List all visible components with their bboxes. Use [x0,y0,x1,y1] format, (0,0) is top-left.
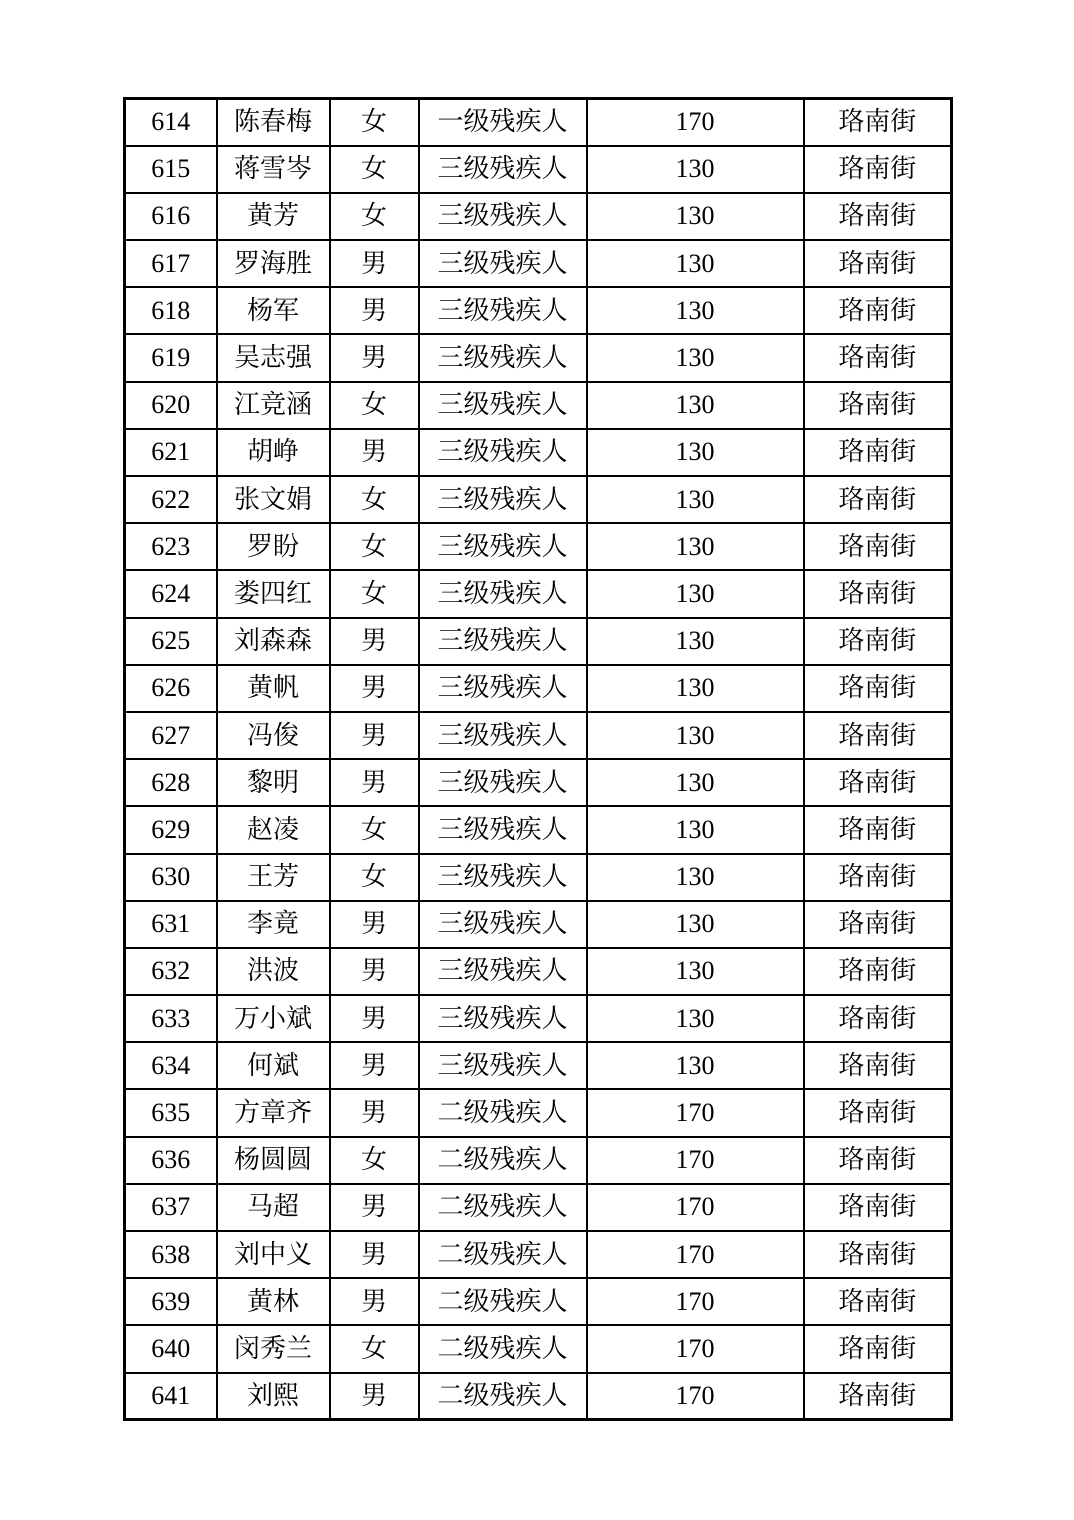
cell-street: 珞南街 [804,806,952,853]
cell-serial-number: 629 [125,806,217,853]
cell-name: 胡峥 [217,429,330,476]
cell-gender: 女 [330,382,419,429]
cell-category: 二级残疾人 [419,1278,587,1325]
table-row [125,1184,952,1231]
cell-gender: 男 [330,1231,419,1278]
cell-street: 珞南街 [804,995,952,1042]
cell-amount: 130 [587,146,804,193]
cell-amount: 130 [587,429,804,476]
table-row [125,854,952,901]
cell-amount: 130 [587,995,804,1042]
cell-category: 三级残疾人 [419,995,587,1042]
cell-serial-number: 630 [125,854,217,901]
cell-amount: 130 [587,1042,804,1089]
table-row [125,240,952,287]
cell-name: 李竟 [217,901,330,948]
cell-amount: 130 [587,854,804,901]
cell-serial-number: 626 [125,665,217,712]
cell-street: 珞南街 [804,1137,952,1184]
cell-amount: 130 [587,240,804,287]
cell-gender: 男 [330,1042,419,1089]
cell-name: 吴志强 [217,334,330,381]
cell-serial-number: 620 [125,382,217,429]
cell-serial-number: 634 [125,1042,217,1089]
cell-serial-number: 614 [125,99,217,146]
cell-serial-number: 628 [125,759,217,806]
cell-name: 江竞涵 [217,382,330,429]
table-row [125,193,952,240]
cell-gender: 女 [330,1325,419,1372]
table-row [125,901,952,948]
cell-serial-number: 623 [125,523,217,570]
table-row [125,1042,952,1089]
cell-gender: 女 [330,476,419,523]
table-row [125,287,952,334]
cell-street: 珞南街 [804,99,952,146]
cell-name: 娄四红 [217,570,330,617]
cell-category: 二级残疾人 [419,1089,587,1136]
cell-category: 二级残疾人 [419,1325,587,1372]
cell-serial-number: 637 [125,1184,217,1231]
cell-category: 三级残疾人 [419,287,587,334]
cell-amount: 130 [587,901,804,948]
cell-serial-number: 641 [125,1373,217,1420]
cell-gender: 女 [330,523,419,570]
cell-gender: 男 [330,759,419,806]
table-row [125,1278,952,1325]
cell-gender: 女 [330,854,419,901]
cell-street: 珞南街 [804,523,952,570]
cell-amount: 130 [587,618,804,665]
cell-street: 珞南街 [804,287,952,334]
cell-name: 方章齐 [217,1089,330,1136]
cell-street: 珞南街 [804,382,952,429]
cell-serial-number: 635 [125,1089,217,1136]
cell-gender: 男 [330,1373,419,1420]
cell-street: 珞南街 [804,1089,952,1136]
cell-category: 三级残疾人 [419,382,587,429]
cell-amount: 170 [587,1089,804,1136]
cell-category: 二级残疾人 [419,1137,587,1184]
cell-amount: 170 [587,1325,804,1372]
cell-amount: 170 [587,1373,804,1420]
cell-serial-number: 618 [125,287,217,334]
cell-category: 三级残疾人 [419,570,587,617]
table-row [125,570,952,617]
table-row [125,759,952,806]
cell-gender: 男 [330,948,419,995]
cell-serial-number: 621 [125,429,217,476]
cell-street: 珞南街 [804,665,952,712]
cell-serial-number: 636 [125,1137,217,1184]
cell-serial-number: 627 [125,712,217,759]
cell-serial-number: 617 [125,240,217,287]
cell-category: 三级残疾人 [419,665,587,712]
table-body [125,99,952,1420]
cell-serial-number: 619 [125,334,217,381]
cell-category: 三级残疾人 [419,618,587,665]
cell-street: 珞南街 [804,1184,952,1231]
subsidy-roster-table [123,97,953,1421]
cell-name: 张文娟 [217,476,330,523]
cell-serial-number: 640 [125,1325,217,1372]
cell-serial-number: 632 [125,948,217,995]
cell-amount: 130 [587,665,804,712]
table-row [125,1325,952,1372]
cell-street: 珞南街 [804,901,952,948]
cell-amount: 130 [587,334,804,381]
cell-gender: 男 [330,901,419,948]
cell-gender: 男 [330,334,419,381]
table-row [125,1089,952,1136]
cell-category: 三级残疾人 [419,193,587,240]
table-row [125,948,952,995]
cell-name: 蒋雪岑 [217,146,330,193]
cell-street: 珞南街 [804,854,952,901]
cell-street: 珞南街 [804,1325,952,1372]
cell-category: 二级残疾人 [419,1184,587,1231]
table-row [125,476,952,523]
cell-amount: 130 [587,523,804,570]
cell-serial-number: 615 [125,146,217,193]
cell-category: 三级残疾人 [419,1042,587,1089]
cell-street: 珞南街 [804,1042,952,1089]
cell-name: 罗海胜 [217,240,330,287]
cell-street: 珞南街 [804,476,952,523]
cell-serial-number: 625 [125,618,217,665]
cell-gender: 女 [330,99,419,146]
cell-name: 刘森森 [217,618,330,665]
cell-serial-number: 639 [125,1278,217,1325]
cell-category: 三级残疾人 [419,901,587,948]
cell-amount: 170 [587,1278,804,1325]
cell-street: 珞南街 [804,146,952,193]
cell-street: 珞南街 [804,759,952,806]
table-row [125,1231,952,1278]
cell-street: 珞南街 [804,570,952,617]
cell-serial-number: 622 [125,476,217,523]
cell-name: 刘中义 [217,1231,330,1278]
cell-name: 刘熙 [217,1373,330,1420]
cell-gender: 男 [330,1089,419,1136]
cell-gender: 男 [330,995,419,1042]
cell-name: 万小斌 [217,995,330,1042]
cell-name: 杨圆圆 [217,1137,330,1184]
cell-gender: 男 [330,712,419,759]
cell-gender: 男 [330,240,419,287]
cell-name: 黄林 [217,1278,330,1325]
cell-category: 三级残疾人 [419,759,587,806]
table-row [125,99,952,146]
table-row [125,146,952,193]
cell-name: 赵凌 [217,806,330,853]
cell-gender: 男 [330,1184,419,1231]
cell-gender: 女 [330,1137,419,1184]
cell-category: 三级残疾人 [419,523,587,570]
cell-name: 何斌 [217,1042,330,1089]
cell-serial-number: 624 [125,570,217,617]
cell-category: 二级残疾人 [419,1373,587,1420]
cell-serial-number: 616 [125,193,217,240]
cell-name: 马超 [217,1184,330,1231]
cell-name: 黎明 [217,759,330,806]
cell-street: 珞南街 [804,193,952,240]
cell-amount: 130 [587,806,804,853]
cell-name: 黄芳 [217,193,330,240]
cell-gender: 男 [330,1278,419,1325]
cell-amount: 170 [587,1137,804,1184]
cell-amount: 130 [587,759,804,806]
table-row [125,1373,952,1420]
table-row [125,806,952,853]
cell-category: 一级残疾人 [419,99,587,146]
cell-category: 三级残疾人 [419,854,587,901]
table-row [125,665,952,712]
cell-amount: 130 [587,193,804,240]
cell-gender: 女 [330,570,419,617]
cell-name: 陈春梅 [217,99,330,146]
cell-amount: 170 [587,1231,804,1278]
cell-gender: 女 [330,193,419,240]
cell-gender: 女 [330,806,419,853]
cell-gender: 男 [330,665,419,712]
cell-name: 罗盼 [217,523,330,570]
table-row [125,429,952,476]
cell-category: 三级残疾人 [419,240,587,287]
cell-amount: 170 [587,1184,804,1231]
cell-street: 珞南街 [804,429,952,476]
cell-amount: 130 [587,287,804,334]
table-row [125,334,952,381]
cell-street: 珞南街 [804,712,952,759]
cell-street: 珞南街 [804,334,952,381]
cell-amount: 170 [587,99,804,146]
cell-street: 珞南街 [804,1373,952,1420]
cell-name: 黄帆 [217,665,330,712]
cell-name: 杨军 [217,287,330,334]
cell-name: 洪波 [217,948,330,995]
cell-gender: 女 [330,146,419,193]
cell-serial-number: 631 [125,901,217,948]
cell-street: 珞南街 [804,1231,952,1278]
table-row [125,712,952,759]
table-row [125,382,952,429]
cell-gender: 男 [330,287,419,334]
cell-amount: 130 [587,570,804,617]
cell-name: 王芳 [217,854,330,901]
cell-street: 珞南街 [804,1278,952,1325]
table-row [125,618,952,665]
cell-category: 三级残疾人 [419,476,587,523]
cell-gender: 男 [330,618,419,665]
cell-category: 二级残疾人 [419,1231,587,1278]
cell-name: 闵秀兰 [217,1325,330,1372]
cell-amount: 130 [587,382,804,429]
cell-street: 珞南街 [804,618,952,665]
table-row [125,995,952,1042]
cell-serial-number: 638 [125,1231,217,1278]
table-row [125,523,952,570]
cell-amount: 130 [587,712,804,759]
cell-category: 三级残疾人 [419,948,587,995]
cell-category: 三级残疾人 [419,146,587,193]
cell-amount: 130 [587,476,804,523]
cell-category: 三级残疾人 [419,806,587,853]
cell-category: 三级残疾人 [419,712,587,759]
cell-name: 冯俊 [217,712,330,759]
cell-serial-number: 633 [125,995,217,1042]
cell-category: 三级残疾人 [419,429,587,476]
cell-amount: 130 [587,948,804,995]
cell-street: 珞南街 [804,948,952,995]
cell-street: 珞南街 [804,240,952,287]
cell-category: 三级残疾人 [419,334,587,381]
table-row [125,1137,952,1184]
cell-gender: 男 [330,429,419,476]
